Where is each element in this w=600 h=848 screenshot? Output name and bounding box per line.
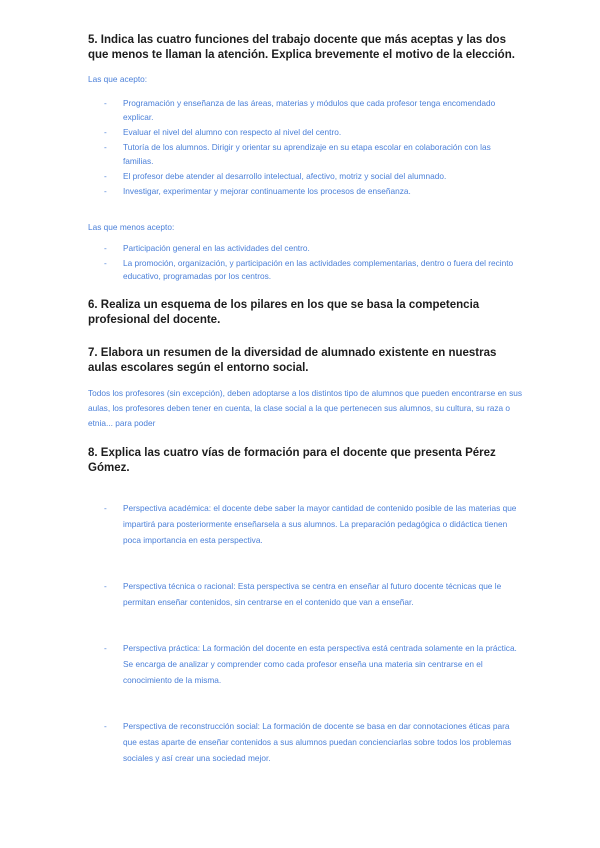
question-7-heading: 7. Elabora un resumen de la diversidad de alumnado existente en nuestras aulas escolares según el entorno social.: [88, 347, 497, 374]
dash-marker: -: [104, 142, 107, 152]
list-item: - Perspectiva práctica: La formación del docente en esta perspectiva está centrada solamente en la práctica. Se encarga de analizar y comprender como cada profesor enseña una materia sin centrarse en el conocimiento de la misma.: [88, 640, 520, 688]
question-8-heading: 8. Explica las cuatro vías de formación para el docente que presenta Pérez Gómez.: [88, 447, 496, 474]
question-7-answer: Todos los profesores (sin excepción), deben adoptarse a los distintos tipo de alumnos que pueden encontrarse en sus aulas, los profesores deben tener en cuenta, la clase social a la que pertenecen sus alumnos, su cultura, su raza o etnia... para poder: [88, 388, 523, 428]
less-accepted-label: Las que menos acepto:: [88, 222, 175, 232]
accepted-list: [88, 96, 520, 198]
dash-marker: -: [104, 503, 107, 513]
dash-marker: -: [104, 127, 107, 137]
question-5-heading: 5. Indica las cuatro funciones del trabajo docente que más aceptas y las dos que menos te llaman la atención. Explica brevemente el motivo de la elección.: [88, 34, 515, 61]
list-item: - Investigar, experimentar y mejorar continuamente los procesos de enseñanza.: [104, 186, 411, 196]
dash-marker: -: [104, 721, 107, 731]
dash-marker: -: [104, 171, 107, 181]
dash-marker: -: [104, 643, 107, 653]
dash-marker: -: [104, 186, 107, 196]
list-item: - Perspectiva técnica o racional: Esta perspectiva se centra en enseñar al futuro docente técnicas que le permitan enseñar contenidos, sin centrarse en el contenido que van a enseñar.: [88, 578, 520, 610]
dash-marker: -: [104, 257, 107, 268]
training-paths-list: [88, 500, 520, 766]
list-item: - Evaluar el nivel del alumno con respecto al nivel del centro.: [104, 127, 342, 137]
list-item: - El profesor debe atender al desarrollo intelectual, afectivo, motriz y social del alumnado.: [104, 171, 447, 181]
question-6-heading: 6. Realiza un esquema de los pilares en los que se basa la competencia profesional del docente.: [88, 299, 480, 326]
list-item: - La promoción, organización, y participación en las actividades complementarias, dentro o fuera del recinto educativo, programadas por los centros.: [104, 257, 514, 281]
list-item: - Participación general en las actividades del centro.: [88, 242, 520, 256]
dash-marker: -: [104, 581, 107, 591]
less-accepted-list: [88, 242, 520, 284]
list-item: - Programación y enseñanza de las áreas, materias y módulos que cada profesor tenga encomendado explicar.: [104, 98, 496, 122]
dash-marker: -: [104, 243, 107, 253]
list-item: - Tutoría de los alumnos. Dirigir y orientar su aprendizaje en su etapa escolar en colaboración con las familias.: [104, 142, 491, 166]
dash-marker: -: [104, 98, 107, 108]
accepted-label: Las que acepto:: [88, 74, 148, 84]
list-item: - Perspectiva académica: el docente debe saber la mayor cantidad de contenido posible de las materias que impartirá para posteriormente enseñarsela a sus alumnos. La preparación pedagógica o didáctica tienen poca importancia en esta perspectiva.: [88, 500, 520, 548]
list-item: - Perspectiva de reconstrucción social: La formación de docente se basa en dar connotaciones éticas para que estas aparte de enseñar contenidos a sus alumnos puedan concienciarlas sobre todos los problemas sociales y así crear una sociedad mejor.: [88, 718, 520, 766]
